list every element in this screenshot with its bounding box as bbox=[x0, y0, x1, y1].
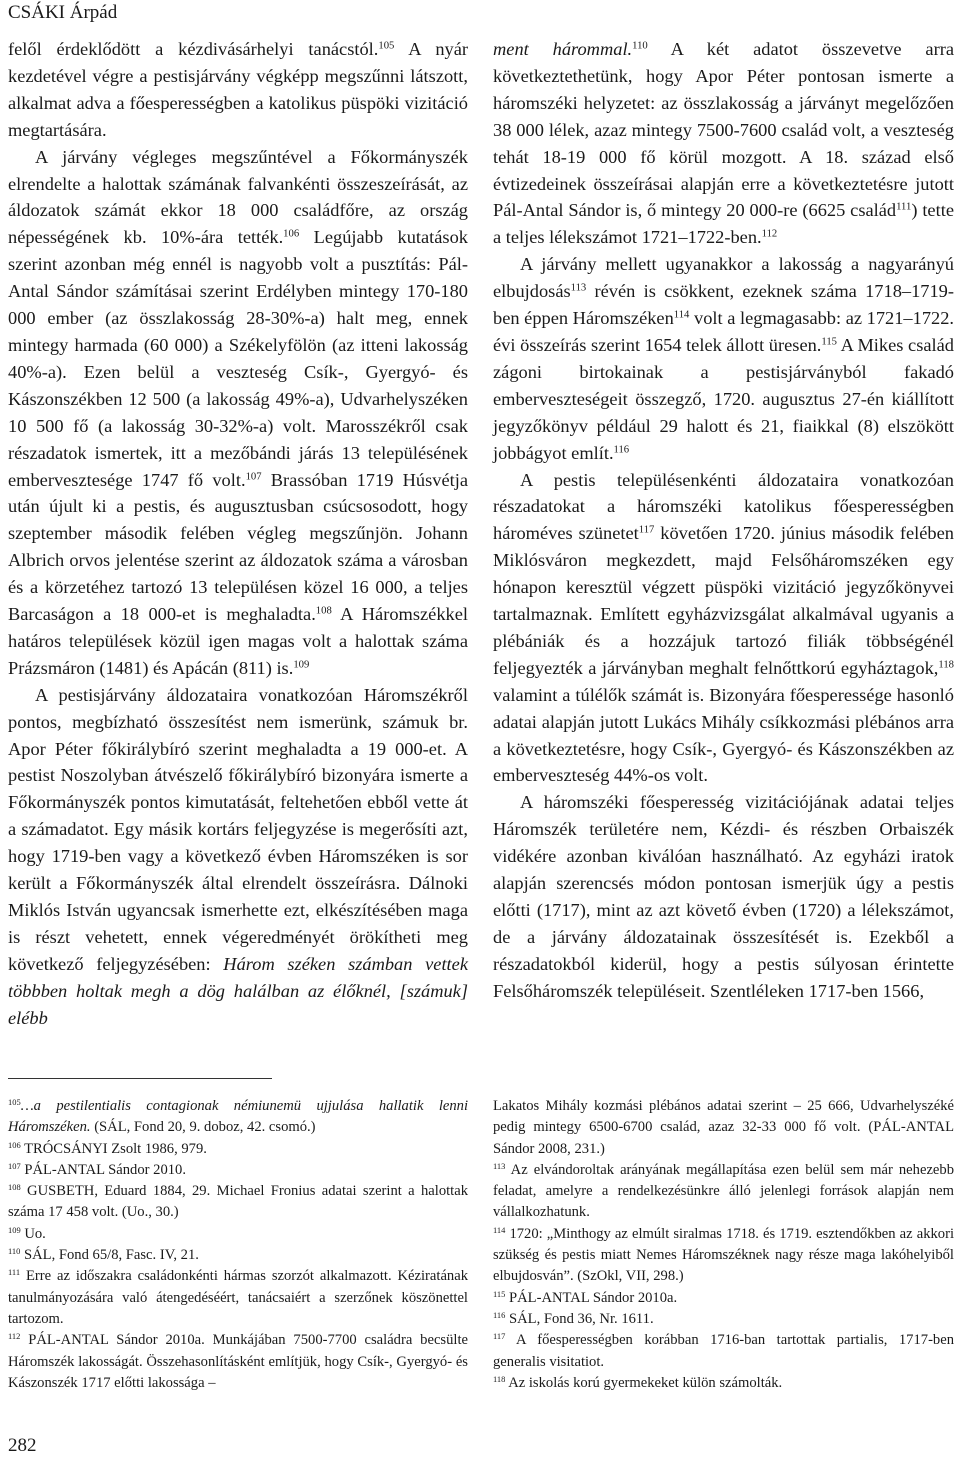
footnote-ref[interactable]: 111 bbox=[896, 200, 912, 213]
footnote-ref[interactable]: 108 bbox=[315, 604, 332, 617]
paragraph: A háromszéki főesperesség vizitációjának adatai teljes Háromszék területére nem, Kézdi- és részben Orbaiszék vidékére azonban kiválóan használható. Az egyházi iratok alapján szerencsés módon pontosan ismerjük úgy a pestis előtti (1717), mint az azt követő évben (1720) a lélekszámot, de a járvány áldozatainak összesítését is. Ezekből a részadatokból kiderül, hogy a pestis súlyosan érintette Felsőháromszék településeit. Szentléleken 1717-ben 1566, bbox=[493, 792, 954, 1001]
paragraph: ment hárommal.$^{110}$ A két adatot összevetve arra következtethetünk, hogy Apor Péter pontosan ismerte a háromszéki helyzetet: az összlakosság a járványt megelőzően 38 000 lélek, azaz mintegy 7500-7600 család volt, a veszteség tehát 18-19 000 fő körül mozgott. A 18. század első évtizedeinek összeírásai alapján erre a következtetésre jutott Pál-Antal Sándor is, ő mintegy 20 000-re (6625 család$^{111}$) tette a teljes lélekszámot 1721–1722-ben.$^{112}$ bbox=[493, 39, 955, 248]
footnote-separator bbox=[8, 1078, 272, 1079]
footnote-ref[interactable]: 109 bbox=[293, 658, 310, 671]
footnote-ref[interactable]: 113 bbox=[570, 281, 587, 294]
footnote: $^{114}$ 1720: „Minthogy az elmúlt siralmas 1718. és 1719. esztendőkben az akkori szükség és pestis miatt Nemes Háromszéknek nagy része maga lakóhelyiből elbujdosván”. (SzOkl, VII, 298.) bbox=[493, 1224, 954, 1285]
footnote-ref[interactable]: 105 bbox=[378, 39, 395, 52]
page-number: 282 bbox=[8, 1435, 37, 1456]
footnotes-right bbox=[493, 1096, 954, 1394]
footnote: $^{108}$ GUSBETH, Eduard 1884, 29. Michael Fronius adatai szerint a halottak száma 17 458 volt. (Uo., 30.) bbox=[8, 1181, 468, 1221]
paragraph: A pestis településenkénti áldozataira vonatkozóan részadatokat a háromszéki katolikus főesperességben hároméves szünetet$^{117}$ követően 1720. június második felében Miklósváron megkezdett, majd Felsőháromszéken egy hónapon keresztül végzett püspöki vizitáció jegyzőkönyvei tartalmaznak. Említett egyházvizsgálat alkalmával ugyanis a plébániák és a hozzájuk tartozó filiák többségénél feljegyezték a járványban meghalt felnőttkorú egyháztagok,$^{118}$ valamint a túlélők számát is. Bizonyára főesperessége hasonló adatai alapján jutott Lukács Mihály csíkkozmási plébános arra a következtetésre, hogy Csík-, Gyergyó- és Kászonszékben az emberveszteség 44%-os volt. bbox=[493, 469, 954, 786]
footnote: $^{107}$ PÁL-ANTAL Sándor 2010. bbox=[8, 1160, 186, 1178]
footnote: $^{113}$ Az elvándoroltak arányának megállapítása ezen belül sem már nehezebb feladat, amelyre a rendelkezésünkre álló jelenlegi források alapján nem vállalkozhatunk. bbox=[493, 1160, 954, 1221]
footnote: $^{116}$ SÁL, Fond 36, Nr. 1611. bbox=[493, 1309, 654, 1327]
paragraph: A járvány mellett ugyanakkor a lakosság a nagyarányú elbujdosás$^{113}$ révén is csökkent, ezeknek száma 1718–1719-ben éppen Háromszéken$^{114}$ volt a legmagasabb: az 1721–1722. évi összeírás szerint 1654 telek állott üresen.$^{115}$ A Mikes család zágoni birtokainak a pestisjárványból fakadó emberveszteségeit összegző, 1720. augusztus 27-én kiállított jegyzőkönyv például 29 halott és 21, fiaikkal (8) elszökött jobbágyot említ.$^{116}$ bbox=[493, 254, 955, 463]
footnote-ref[interactable]: 107 bbox=[245, 469, 262, 482]
footnote: $^{111}$ Erre az időszakra családonkénti hármas szorzót alkalmazott. Kéziratának tanulmányozására való átengedéséért, tanácsaiért a szerzőnek köszönettel tartozom. bbox=[8, 1267, 468, 1327]
footnote: $^{105}$…a pestilentialis contagionak némiunemü ujjulása hallatik lenni Háromszéken. (SÁL, Fond 20, 9. doboz, 42. csomó.) bbox=[8, 1096, 468, 1136]
footnote-ref[interactable]: 106 bbox=[283, 227, 300, 240]
footnotes-left bbox=[8, 1096, 468, 1394]
footnote-ref[interactable]: 114 bbox=[673, 308, 690, 321]
paragraph: A pestisjárvány áldozataira vonatkozóan Háromszékről pontos, megbízható összesítést nem ismerünk, számuk br. Apor Péter főkirálybíró szerint meghaladta a 19 000-et. A pestist Noszolyban átvészelő főkirálybíró bizonyára ismerte a Főkormányszék pontos kimutatását, feltehetően ebből vette át a számadatot. Egy másik kortárs feljegyzése is megerősíti azt, hogy 1719-ben vagy a következő évben Háromszéken is sor került a Főkormányszék által elrendelt összeírásra. Dálnoki Miklós István ugyancsak ismerhette ezt, elkészítésében maga is részt vehetett, ennek végeredményét örökítheti meg következő feljegyzésében: Három széken számban vettek többben holtak megh a dög halálban az élőknél, [számuk] elébb bbox=[8, 684, 468, 1028]
footnote-ref[interactable]: 115 bbox=[821, 335, 837, 348]
quotation: ment hárommal. bbox=[493, 39, 633, 59]
footnote: $^{112}$ PÁL-ANTAL Sándor 2010a. Munkájában 7500-7700 családra becsülte Háromszék lakosságát. Összehasonlításként említjük, hogy Csík-, Gyergyó- és Kászonszék 1717 előtti lakossága – bbox=[8, 1331, 468, 1391]
footnote-ref[interactable]: 112 bbox=[761, 227, 778, 240]
footnote-continuation: Lakatos Mihály kozmási plébános adatai szerint – 25 666, Udvarhelyszéké pedig mintegy 6500-6700 család, azaz 32-33 000 fő volt. (PÁL-ANTAL Sándor 2008, 231.) bbox=[493, 1098, 954, 1157]
footnote-ref[interactable]: 117 bbox=[638, 523, 655, 536]
paragraph: A járvány végleges megszűntével a Főkormányszék elrendelte a halottak számának falvankénti összeszeírását, az áldozatok számát ekkor 18 000 családfőre, az ország népességének kb. 10%-ára tették.$^{106}$ Legújabb kutatások szerint azonban még ennél is nagyobb volt a pusztítás: Pál-Antal Sándor számításai szerint Erdélyben mintegy 170-180 000 ember (az összlakosság 28-30%-a) halt meg, ennek mintegy harmada (60 000) a Székelyfölön (az itteni lakosság 40%-a). Ezen belül a veszteség Csík-, Gyergyó- és Kászonszékben 12 500 (a lakosság 49%-a), Udvarhelyszéken 10 500 fő (a lakosság 30-32%-a) volt. Marosszékről csak részadatok ismertek, itt a mezőbándi járás 13 településének embervesztesége 1747 fő volt.$^{107}$ Brassóban 1719 Húsvétja után újult ki a pestis, és augusztusban csúcsosodott, hogy szeptember második felében végleg megszűnjön. Johann Albrich orvos jelentése szerint az áldozatok száma a városban és a körzetéhez tartozó 13 településen közel 16 000, a teljes Barcaságon a 18 000-et is meghaladta.$^{108}$ A Háromszékkel határos települések közül igen magas volt a halottak száma Prázsmáron (1481) és Apácán (811) is.$^{109}$ bbox=[8, 146, 468, 678]
running-head: CSÁKI Árpád bbox=[8, 2, 118, 23]
footnote: $^{106}$ TRÓCSÁNYI Zsolt 1986, 979. bbox=[8, 1139, 207, 1157]
footnote: $^{110}$ SÁL, Fond 65/8, Fasc. IV, 21. bbox=[8, 1245, 199, 1264]
quotation: Három széken számban vettek többben holtak megh a dög halálban az élőknél, [számuk] elébb bbox=[8, 953, 468, 1028]
footnote-ref[interactable]: 118 bbox=[938, 658, 954, 671]
left-column bbox=[8, 36, 468, 1032]
footnote-ref[interactable]: 110 bbox=[632, 39, 648, 52]
footnote: $^{117}$ A főesperességben korábban 1716-ban tartottak partialis, 1717-ben generalis visitatiot. bbox=[493, 1331, 954, 1370]
paragraph: felől érdeklődött a kézdivásárhelyi tanácstól.$^{105}$ A nyár kezdetével végre a pestisjárvány végképp megszűnni látszott, alkalmat adva a főesperességben a katolikus püspöki vizitáció megtartására. bbox=[8, 39, 469, 140]
footnote: $^{115}$ PÁL-ANTAL Sándor 2010a. bbox=[493, 1288, 678, 1306]
right-column bbox=[493, 36, 954, 1005]
footnote: $^{118}$ Az iskolás korú gyermekeket külön számolták. bbox=[493, 1373, 783, 1391]
footnote: $^{109}$ Uo. bbox=[8, 1224, 46, 1242]
footnote-ref[interactable]: 116 bbox=[613, 442, 630, 455]
